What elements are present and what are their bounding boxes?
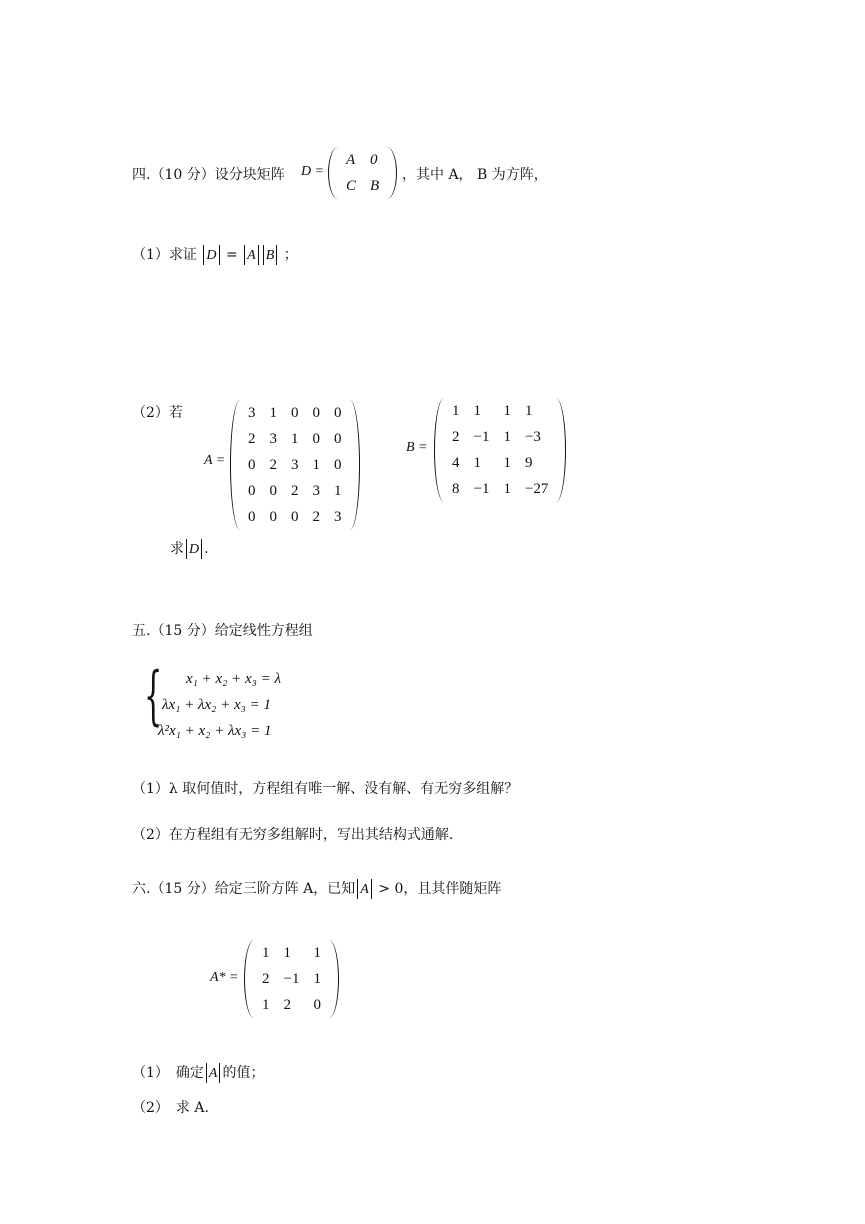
q4-part1-prefix: （1）求证 xyxy=(132,247,197,263)
q5-eq3: λ²x₁ + x₂ + λx₃ = 1 xyxy=(158,723,272,739)
q6-part1-prefix: （1） 确定 xyxy=(132,1065,204,1081)
q4-d-label: D = xyxy=(301,164,325,179)
q4-heading: 四.（10 分）设分块矩阵 xyxy=(132,167,285,183)
q5-eq1: x₁ + x₂ + x₃ = λ xyxy=(186,671,281,687)
a-matrix-cell: 0 xyxy=(312,404,320,421)
q6-heading-prefix: 六.（15 分）给定三阶方阵 A，已知 xyxy=(132,881,356,897)
b-matrix-cell: 1 xyxy=(503,428,511,445)
a-matrix-cell: 0 xyxy=(334,430,342,447)
b-matrix-cell: 1 xyxy=(452,402,460,419)
q6-heading-var: A xyxy=(360,882,369,897)
a-matrix-row xyxy=(241,452,349,478)
astar-matrix-row xyxy=(255,992,328,1018)
q6-astar-label: A* = xyxy=(210,970,239,985)
a-matrix-row xyxy=(241,504,349,530)
a-matrix-cell: 0 xyxy=(312,430,320,447)
astar-matrix-cell: −1 xyxy=(283,970,300,987)
q4-a-label: A = xyxy=(204,453,226,468)
q5-part2: （2）在方程组有无穷多组解时，写出其结构式通解. xyxy=(132,827,454,843)
a-matrix-cell: 0 xyxy=(269,508,277,525)
q4-part1-eq: = xyxy=(225,247,238,263)
d-matrix-cell: 0 xyxy=(370,151,378,168)
astar-matrix-cell: 0 xyxy=(313,996,321,1013)
a-matrix-row xyxy=(241,478,349,504)
q6-part1 xyxy=(132,1062,264,1083)
d-matrix-cell: B xyxy=(370,177,380,194)
a-matrix-cell: 2 xyxy=(248,430,256,447)
a-matrix-cell: 3 xyxy=(334,508,342,525)
a-matrix-cell: 0 xyxy=(334,456,342,473)
b-matrix-cell: 1 xyxy=(524,402,533,419)
q4-part2-ask xyxy=(170,538,209,559)
d-matrix-cell: C xyxy=(346,177,357,194)
b-matrix-cell: 9 xyxy=(524,454,533,471)
a-matrix-cell: 2 xyxy=(312,508,320,525)
a-matrix-cell: 0 xyxy=(248,482,256,499)
a-matrix-cell: 3 xyxy=(248,404,256,421)
q4-a-matrix xyxy=(230,400,360,530)
astar-matrix-cell: 1 xyxy=(262,996,270,1013)
b-matrix-row xyxy=(445,424,555,450)
astar-matrix-cell: 1 xyxy=(313,944,321,961)
a-matrix-cell: 0 xyxy=(334,404,342,421)
q4-part1-end: ； xyxy=(283,247,298,263)
q4-part1 xyxy=(132,244,298,265)
b-matrix-cell: 1 xyxy=(503,402,511,419)
q4-d-matrix xyxy=(328,147,397,199)
b-matrix-cell: −1 xyxy=(473,428,490,445)
b-matrix-cell: 1 xyxy=(503,480,511,497)
q6-astar-matrix xyxy=(244,940,339,1018)
b-matrix-row xyxy=(445,398,555,424)
q6-heading-suffix: > 0，且其伴随矩阵 xyxy=(378,881,502,897)
d-matrix-cell: A xyxy=(346,151,356,168)
q6-part1-var: A xyxy=(208,1066,218,1081)
q6-part2: （2） 求 A. xyxy=(132,1100,209,1116)
q5-heading: 五.（15 分）给定线性方程组 xyxy=(132,623,313,639)
astar-matrix-row xyxy=(255,966,328,992)
q4-ask-var: D xyxy=(189,542,200,557)
a-matrix-cell: 1 xyxy=(291,430,299,447)
astar-matrix-row xyxy=(255,940,328,966)
b-matrix-row xyxy=(445,476,555,502)
astar-matrix-cell: 1 xyxy=(262,944,270,961)
q5-eq2: λx₁ + λx₂ + x₃ = 1 xyxy=(162,697,271,713)
q6-heading xyxy=(132,878,501,899)
q4-b-matrix xyxy=(434,398,566,502)
a-matrix-cell: 1 xyxy=(269,404,277,421)
b-matrix-cell: 8 xyxy=(452,480,460,497)
b-matrix-cell: 1 xyxy=(473,402,481,419)
q4-part1-b: B xyxy=(265,248,275,263)
a-matrix-cell: 2 xyxy=(291,482,299,499)
a-matrix-cell: 0 xyxy=(291,404,299,421)
q4-ask-end: . xyxy=(204,541,209,557)
b-matrix-cell: 1 xyxy=(503,454,511,471)
a-matrix-cell: 1 xyxy=(334,482,342,499)
astar-matrix-cell: 1 xyxy=(313,970,321,987)
a-matrix-cell: 3 xyxy=(291,456,299,473)
a-matrix-cell: 3 xyxy=(312,482,320,499)
a-matrix-row xyxy=(241,426,349,452)
b-matrix-cell: 4 xyxy=(452,454,460,471)
d-matrix-row xyxy=(339,173,386,199)
a-matrix-cell: 1 xyxy=(312,456,320,473)
q5-brace: { xyxy=(144,659,163,733)
b-matrix-cell: −3 xyxy=(524,428,541,445)
b-matrix-cell: −1 xyxy=(473,480,490,497)
astar-matrix-cell: 2 xyxy=(262,970,270,987)
q4-suffix: ，其中 A， B 为方阵， xyxy=(402,167,548,183)
a-matrix-cell: 2 xyxy=(269,456,277,473)
a-matrix-cell: 0 xyxy=(248,508,256,525)
b-matrix-cell: 2 xyxy=(452,428,460,445)
astar-matrix-cell: 2 xyxy=(283,996,291,1013)
b-matrix-cell: −27 xyxy=(524,480,549,497)
a-matrix-cell: 0 xyxy=(269,482,277,499)
q4-part1-d: D xyxy=(206,248,217,263)
q4-b-label: B = xyxy=(406,440,428,455)
d-matrix-row xyxy=(339,147,386,173)
a-matrix-cell: 0 xyxy=(248,456,256,473)
b-matrix-cell: 1 xyxy=(473,454,481,471)
q6-part1-suffix: 的值； xyxy=(222,1065,265,1081)
q4-part1-a: A xyxy=(247,248,256,263)
a-matrix-cell: 0 xyxy=(291,508,299,525)
b-matrix-row xyxy=(445,450,555,476)
q4-part2-prefix: （2）若 xyxy=(132,405,183,421)
q4-ask-prefix: 求 xyxy=(170,541,184,557)
a-matrix-cell: 3 xyxy=(269,430,277,447)
q5-part1: （1）λ 取何值时，方程组有唯一解、没有解、有无穷多组解？ xyxy=(132,781,519,797)
a-matrix-row xyxy=(241,400,349,426)
astar-matrix-cell: 1 xyxy=(283,944,291,961)
